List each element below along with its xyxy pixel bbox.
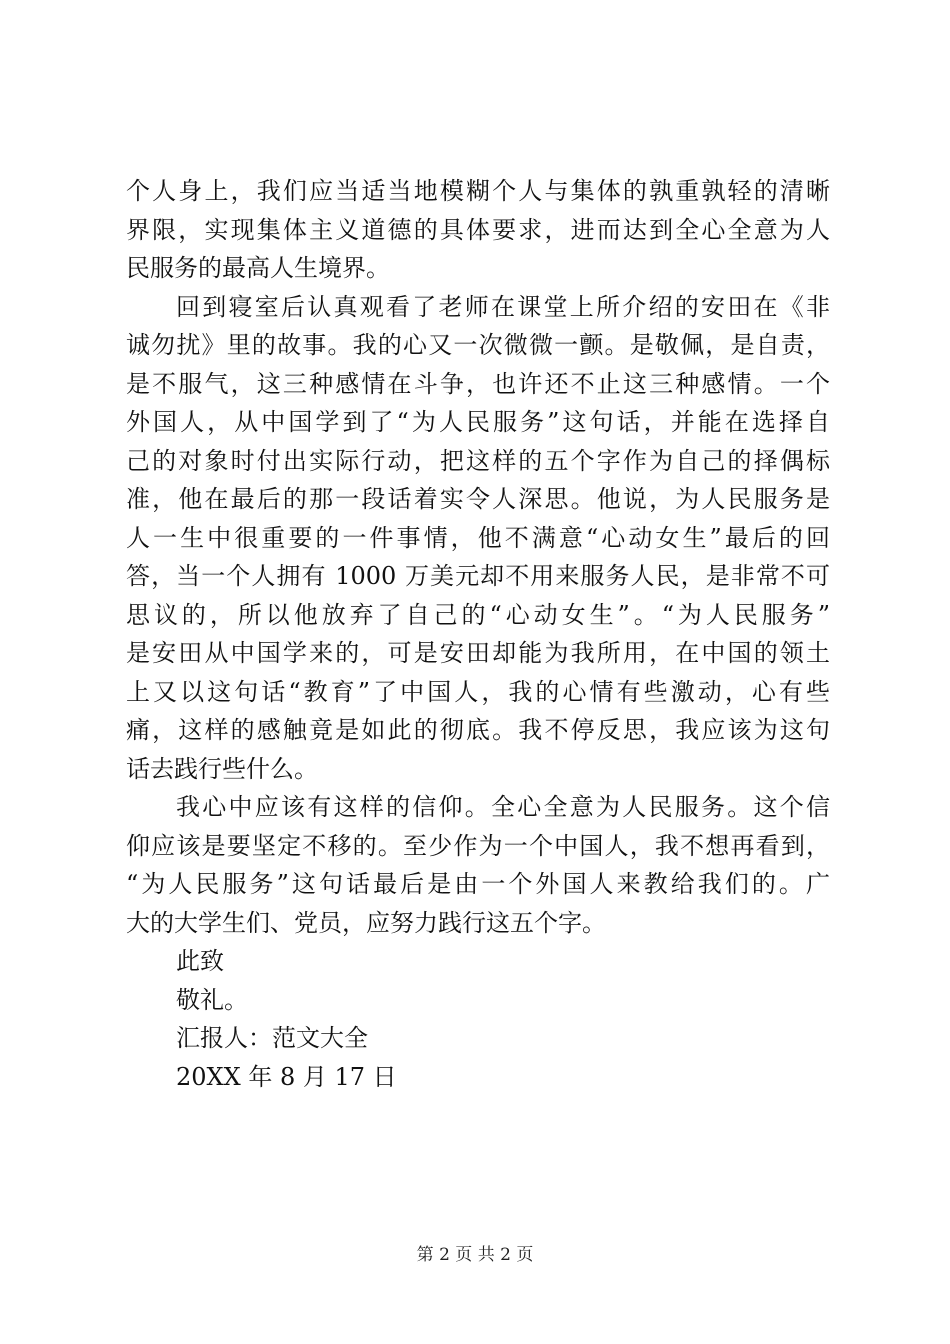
body-line: 是不服气，这三种感情在斗争，也许还不止这三种感情。一个: [126, 369, 830, 398]
body-line: 是安田从中国学来的，可是安田却能为我所用，在中国的领土: [126, 639, 830, 667]
body-line: 话去践行些什么。: [126, 754, 318, 783]
body-line: 外国人，从中国学到了“为人民服务”这句话，并能在选择自: [126, 408, 830, 436]
body-line: 界限，实现集体主义道德的具体要求，进而达到全心全意为人: [126, 215, 830, 244]
document-body: [126, 172, 830, 1096]
reporter-signature: 汇报人：范文大全: [176, 1024, 368, 1052]
body-line: 仰应该是要坚定不移的。至少作为一个中国人，我不想再看到，: [126, 831, 830, 860]
body-line: “为人民服务”这句话最后是由一个外国人来教给我们的。广: [126, 870, 830, 898]
body-line: 民服务的最高人生境界。: [126, 254, 390, 282]
body-line: 思议的，所以他放弃了自己的“心动女生”。“为人民服务”: [126, 600, 830, 629]
body-line: 大的大学生们、党员，应努力践行这五个字。: [126, 908, 606, 937]
body-line: 痛，这样的感触竟是如此的彻底。我不停反思，我应该为这句: [126, 716, 830, 744]
body-line: 人一生中很重要的一件事情，他不满意“心动女生”最后的回: [126, 523, 830, 552]
body-line: 诚勿扰》里的故事。我的心又一次微微一颤。是敬佩，是自责，: [126, 331, 830, 359]
body-line: 准，他在最后的那一段话着实令人深思。他说，为人民服务是: [126, 485, 830, 513]
body-line: 上又以这句话“教育”了中国人，我的心情有些激动，心有些: [126, 677, 830, 706]
body-line: 答，当一个人拥有 1000 万美元却不用来服务人民，是非常不可: [126, 562, 830, 590]
body-line: 个人身上，我们应当适当地模糊个人与集体的孰重孰轻的清晰: [126, 177, 830, 205]
page-footer: 第 2 页 共 2 页: [416, 1245, 534, 1265]
body-line: 回到寝室后认真观看了老师在课堂上所介绍的安田在《非: [176, 292, 830, 321]
closing-salutation: 此致: [176, 947, 224, 975]
body-line: 我心中应该有这样的信仰。全心全意为人民服务。这个信: [176, 793, 830, 821]
report-date: 20XX 年 8 月 17 日: [176, 1062, 397, 1091]
closing-regards: 敬礼。: [176, 985, 248, 1014]
body-line: 己的对象时付出实际行动，把这样的五个字作为自己的择偶标: [126, 446, 830, 475]
